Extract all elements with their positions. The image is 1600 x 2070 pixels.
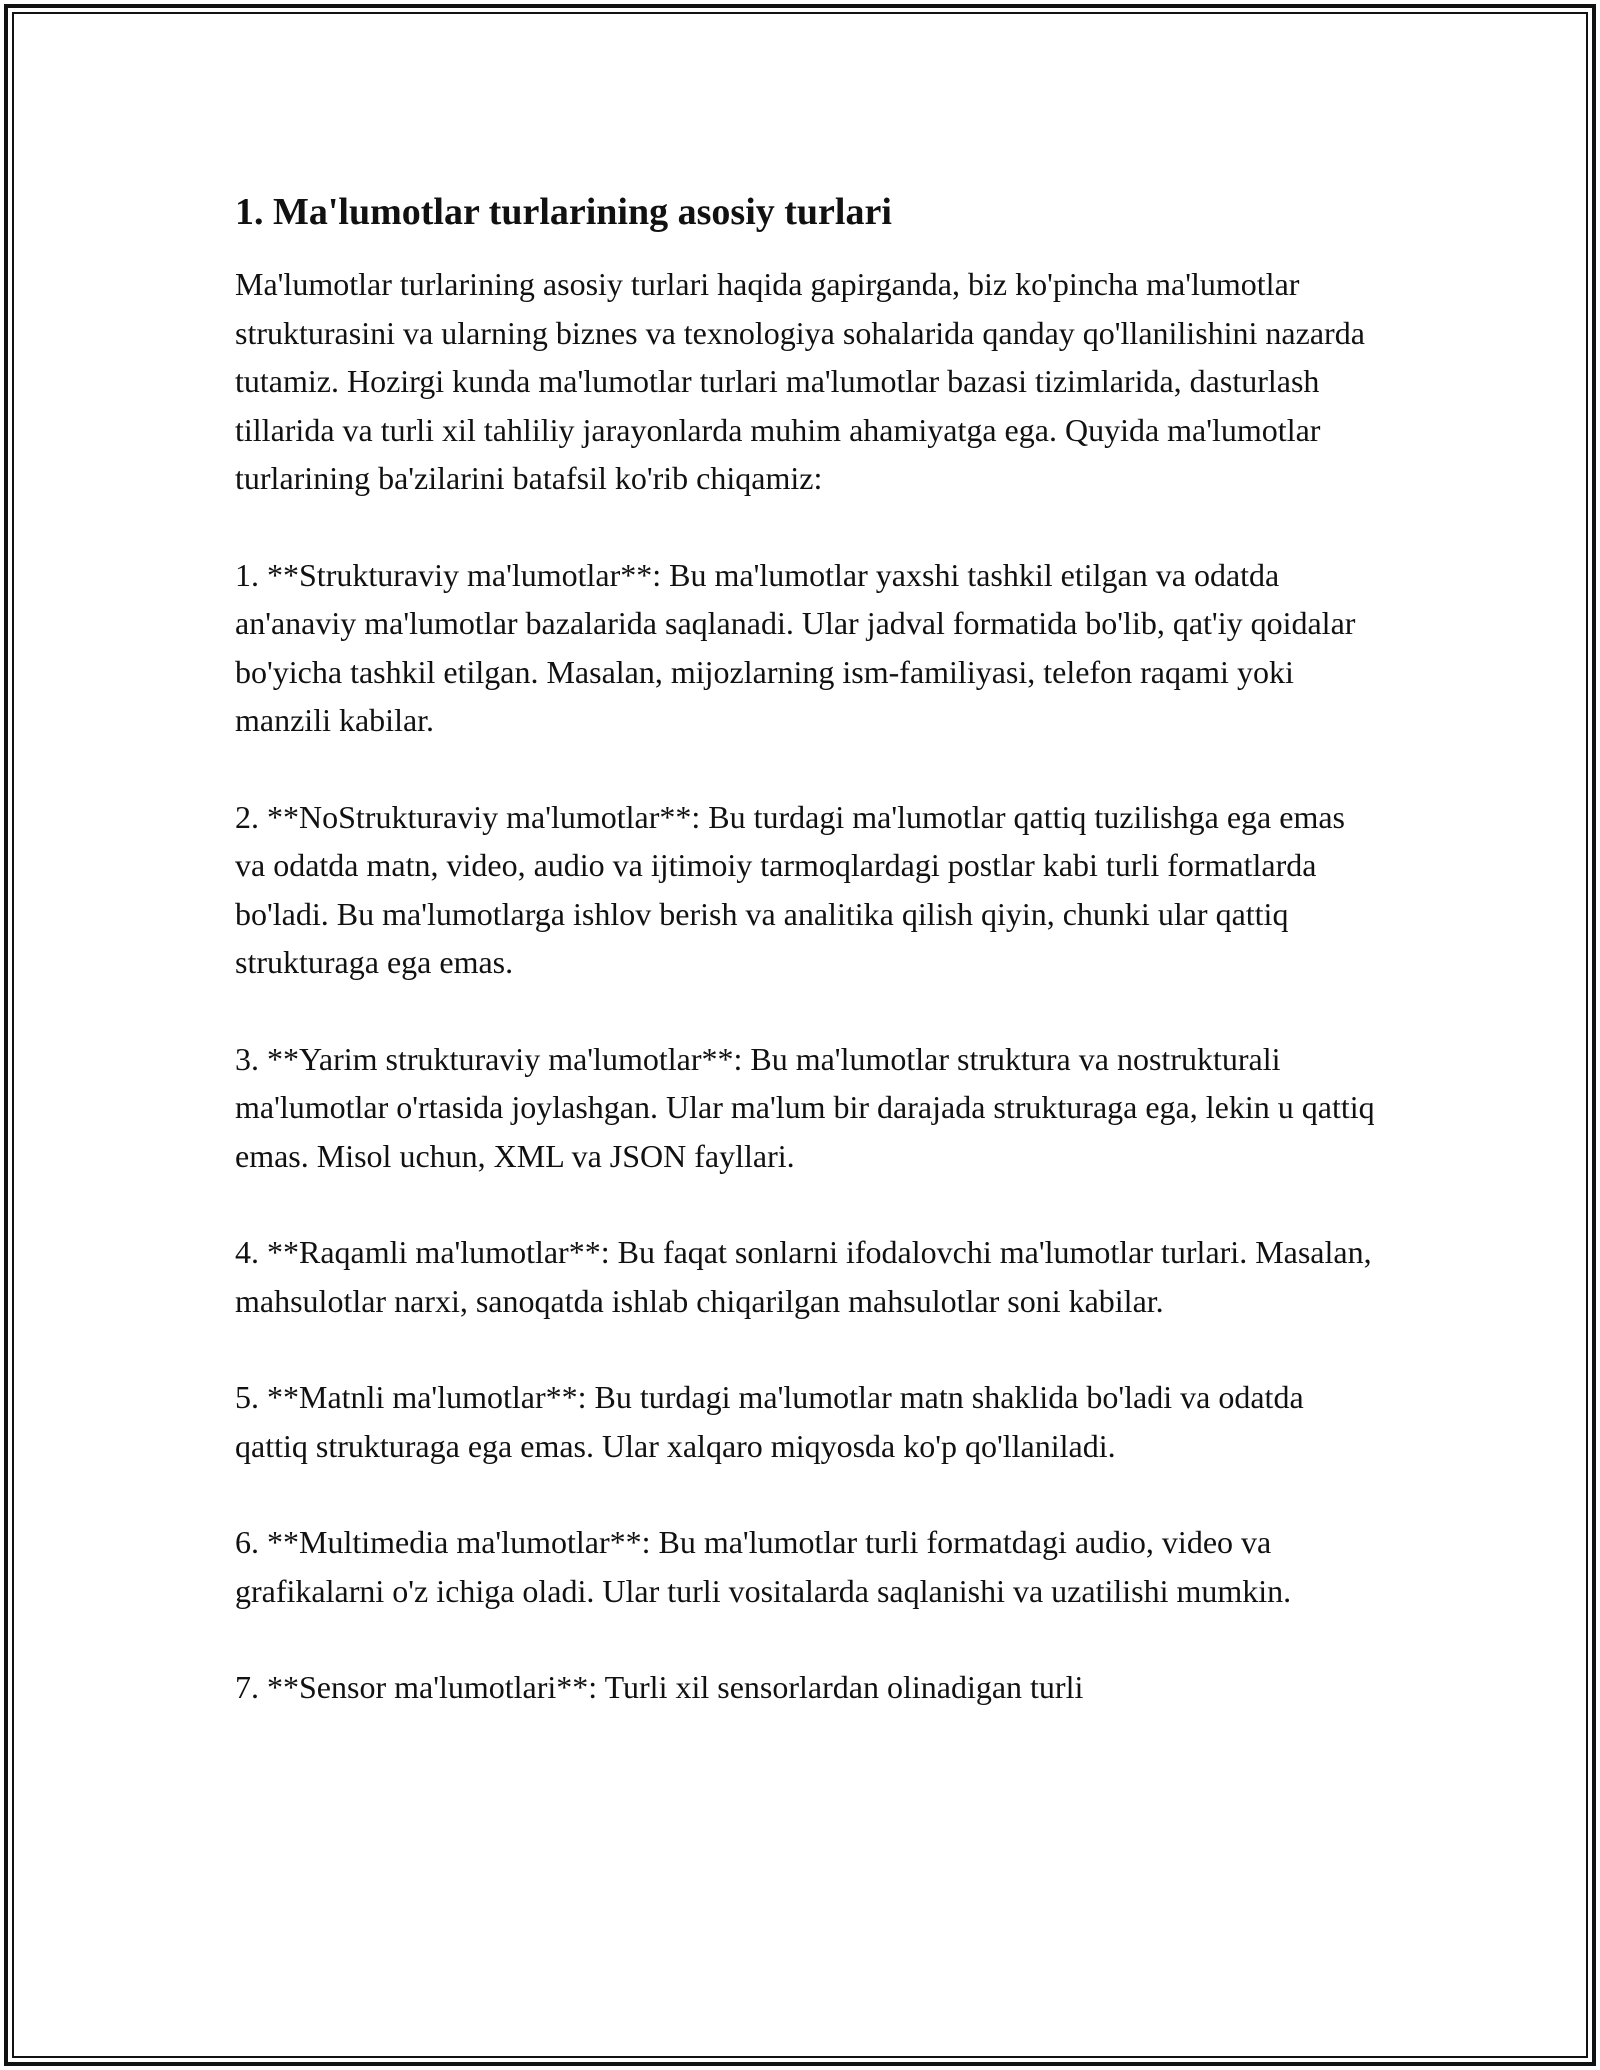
list-item-structured: 1. **Strukturaviy ma'lumotlar**: Bu ma'lumotlar yaxshi tashkil etilgan va odatda an'anaviy ma'lumotlar bazalarida saqlanadi. Ular jadval formatida bo'lib, qat'iy qoidalar bo'yicha tashkil etilgan. Masalan, mijozlarning ism-familiyasi, telefon raqami yoki manzili kabilar. [235,556,1356,738]
list-item-text: 5. **Matnli ma'lumotlar**: Bu turdagi ma'lumotlar matn shaklida bo'ladi va odatda qattiq strukturaga ega emas. Ular xalqaro miqyosda ko'p qo'llaniladi. [235,1379,1304,1464]
list-item-semi-structured: 3. **Yarim strukturaviy ma'lumotlar**: Bu ma'lumotlar struktura va nostrukturali ma'lumotlar o'rtasida joylashgan. Ular ma'lum bir darajada strukturaga ega, lekin u qattiq emas. Misol uchun, XML va JSON fayllari. [235,1040,1375,1174]
list-item-unstructured: 2. **NoStrukturaviy ma'lumotlar**: Bu turdagi ma'lumotlar qattiq tuzilishga ega emas va odatda matn, video, audio va ijtimoiy tarmoqlardagi postlar kabi turli formatlarda bo'ladi. Bu ma'lumotlarga ishlov berish va analitika qilish qiyin, chunki ular qattiq strukturaga ega emas. [235,798,1345,980]
list-item-numeric: 4. **Raqamli ma'lumotlar**: Bu faqat sonlarni ifodalovchi ma'lumotlar turlari. Masalan, mahsulotlar narxi, sanoqatda ishlab chiqarilgan mahsulotlar soni kabilar. [235,1234,1372,1319]
list-item-sensor: 7. **Sensor ma'lumotlari**: Turli xil sensorlardan olinadigan turli [235,1669,1084,1705]
document-body [235,186,1375,1712]
intro-paragraph: Ma'lumotlar turlarining asosiy turlari haqida gapirganda, biz ko'pincha ma'lumotlar strukturasini va ularning biznes va texnologiya sohalarida qanday qo'llanilishini nazarda tutamiz. Hozirgi kunda ma'lumotlar turlari ma'lumotlar bazasi tizimlarida, dasturlash tillarida va turli xil tahliliy jarayonlarda muhim ahamiyatga ega. Quyida ma'lumotlar turlarining ba'zilarini batafsil ko'rib chiqamiz: [235,266,1365,496]
section-heading: 1. Ma'lumotlar turlarining asosiy turlari [235,191,892,233]
list-item-multimedia: 6. **Multimedia ma'lumotlar**: Bu ma'lumotlar turli formatdagi audio, video va grafikalarni o'z ichiga oladi. Ular turli vositalarda saqlanishi va uzatilishi mumkin. [235,1524,1292,1609]
